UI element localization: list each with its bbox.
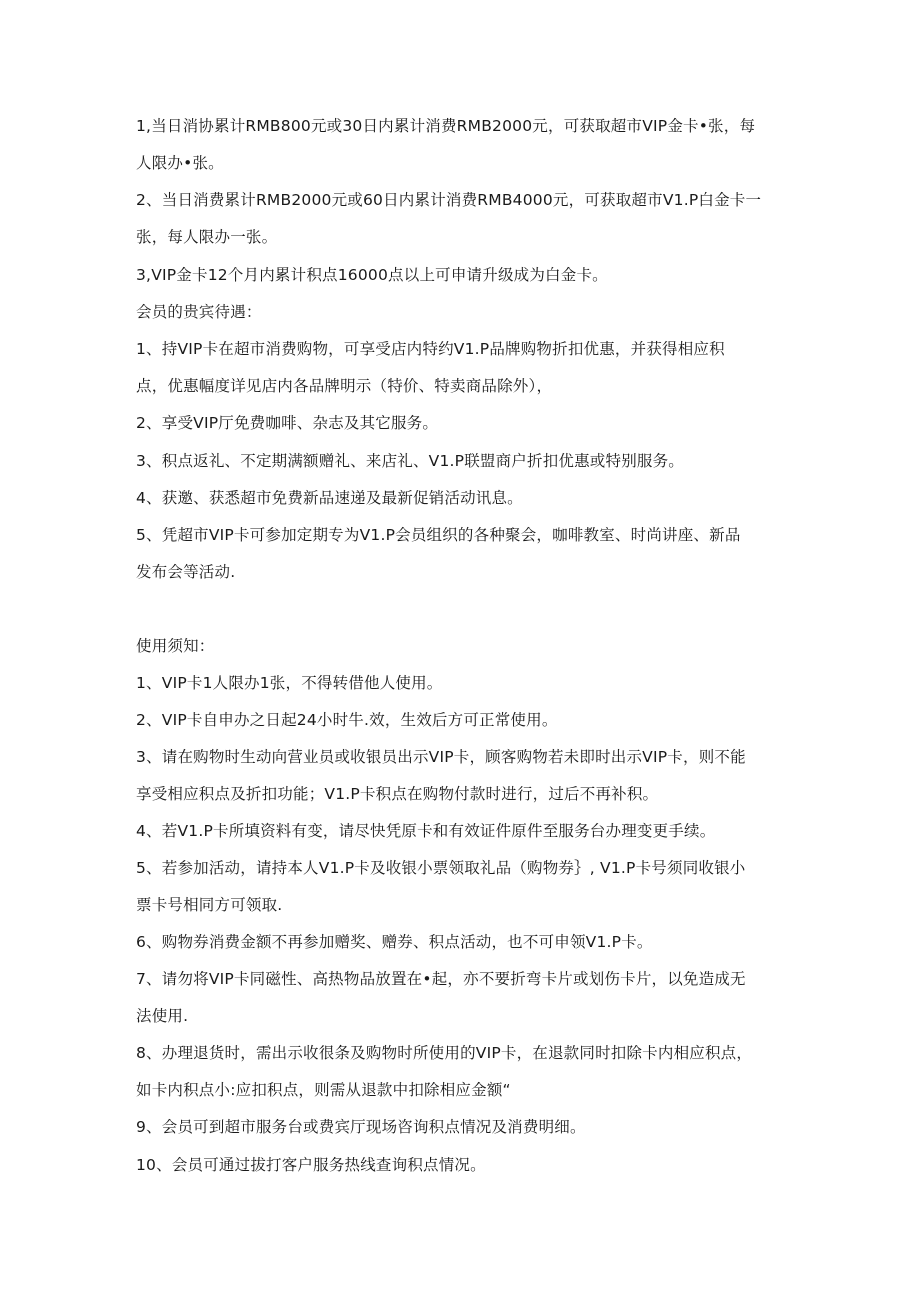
requirement-2-line-2: 张，每人限办一张。 <box>136 228 278 246</box>
requirement-1-line-2: 人限办•张。 <box>136 154 224 172</box>
benefit-1-line-2: 点，优惠幅度详见店内各品牌明示（特价、特卖商品除外）， <box>136 377 553 395</box>
usage-note-9: 9、会员可到超市服务台或费宾厅现场咨询积点情况及消费明细。 <box>136 1118 586 1136</box>
usage-note-7-line-2: 法使用. <box>136 1007 189 1025</box>
usage-note-8-line-2: 如卡内积点小:应扣积点，则需从退款中扣除相应金额“ <box>136 1081 511 1099</box>
usage-note-4: 4、若V1.P卡所填资料有变，请尽快凭原卡和有效证件原件至服务台办理变更手续。 <box>136 822 716 840</box>
benefit-5-line-2: 发布会等活动. <box>136 563 236 581</box>
requirement-2-line-1: 2、当日消费累计RMB2000元或60日内累计消费RMB4000元，可获取超市V1.P白金卡一 <box>136 191 762 209</box>
usage-note-10: 10、会员可通过拔打客户服务热线查询积点情况。 <box>136 1156 486 1174</box>
usage-note-7-line-1: 7、请勿将VIP卡同磁性、高热物品放置在•起，亦不要折弯卡片或划伤卡片，以免造成无 <box>136 970 746 988</box>
benefit-4: 4、获邀、获悉超市免费新品速递及最新促销活动讯息。 <box>136 489 523 507</box>
usage-notes-heading: 使用须知： <box>136 637 215 655</box>
benefits-heading: 会员的贵宾待遇： <box>136 303 262 321</box>
usage-note-1: 1、VIP卡1人限办1张，不得转借他人使用。 <box>136 674 443 692</box>
benefit-5-line-1: 5、凭超市VIP卡可参加定期专为V1.P会员组织的各种聚会，咖啡教室、时尚讲座、新品 <box>136 526 741 544</box>
usage-note-5-line-1: 5、若参加活动，请持本人V1.P卡及收银小票领取礼品（购物券｝, V1.P卡号须同收银小 <box>136 859 746 877</box>
usage-note-6: 6、购物券消费金额不再参加赠奖、赠券、积点活动，也不可申领V1.P卡。 <box>136 933 653 951</box>
benefit-3: 3、积点返礼、不定期满额赠礼、来店礼、V1.P联盟商户折扣优惠或特别服务。 <box>136 452 685 470</box>
requirement-1-line-1: 1,当日消协累计RMB800元或30日内累计消费RMB2000元，可获取超市VIP金卡•张，每 <box>136 117 756 135</box>
benefit-1-line-1: 1、持VIP卡在超市消费购物，可享受店内特约V1.P品牌购物折扣优惠，并获得相应积 <box>136 340 725 358</box>
usage-note-3-line-1: 3、请在购物时生动向营业员或收银员出示VIP卡，顾客购物若未即时出示VIP卡，则不能 <box>136 748 746 766</box>
benefit-2: 2、享受VIP厅免费咖啡、杂志及其它服务。 <box>136 414 439 432</box>
usage-note-2: 2、VIP卡自申办之日起24小时牛.效，生效后方可正常使用。 <box>136 711 558 729</box>
usage-note-3-line-2: 享受相应积点及折扣功能；V1.P卡积点在购物付款时进行，过后不再补积。 <box>136 785 659 803</box>
requirement-3: 3,VIP金卡12个月内累计积点16000点以上可申请升级成为白金卡。 <box>136 266 608 284</box>
usage-note-5-line-2: 票卡号相同方可领取. <box>136 896 283 914</box>
usage-note-8-line-1: 8、办理退货时，需出示收很条及购物时所使用的VIP卡，在退款同时扣除卡内相应积点， <box>136 1044 753 1062</box>
